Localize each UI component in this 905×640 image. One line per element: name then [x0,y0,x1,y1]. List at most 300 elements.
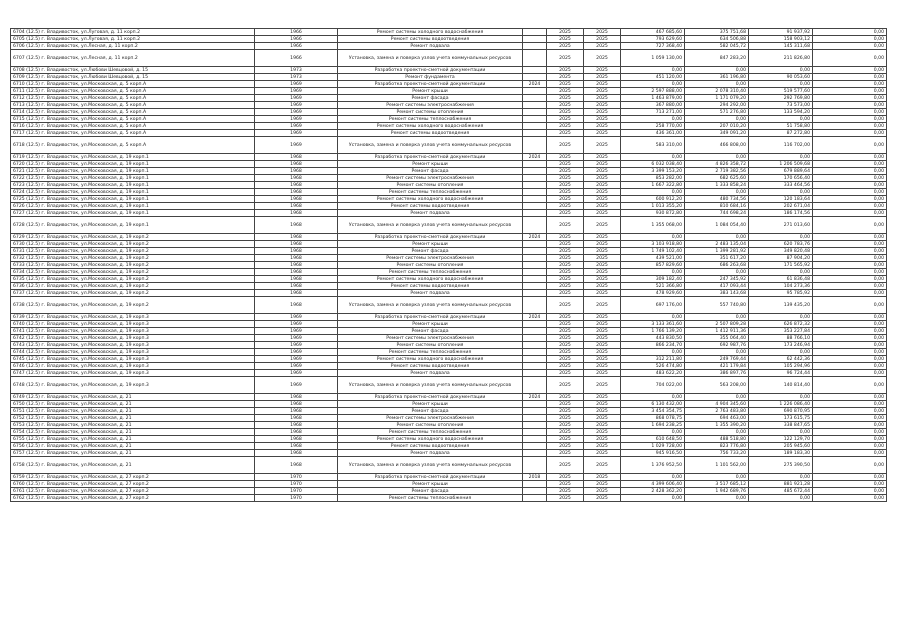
other-cell: 0,00 [813,137,887,154]
table-row [11,269,887,276]
year-built-cell: 1968 [255,450,338,457]
total-cost-cell: 868 078,75 [621,415,685,422]
year-built-cell: 1968 [255,241,338,248]
address-cell: 6755 (12.5) г. Владивосток, ул.Московская, д. 21 [11,436,255,443]
year-built-cell: 1966 [255,29,338,36]
other-cell: 0,00 [813,297,887,314]
fund-share-cell: 0,00 [685,234,749,241]
total-cost-cell: 0,00 [621,154,685,161]
total-cost-cell: 0,00 [621,314,685,321]
psd-year-cell [523,130,547,137]
year-built-cell: 1970 [255,481,338,488]
total-cost-cell: 704 022,00 [621,377,685,394]
psd-year-cell [523,248,547,255]
plan-start-cell: 2025 [547,161,584,168]
other-cell: 0,00 [813,328,887,335]
other-cell: 0,00 [813,429,887,436]
table-row [11,196,887,203]
plan-end-cell: 2025 [584,481,621,488]
address-cell: 6756 (12.5) г. Владивосток, ул.Московская, д. 21 [11,443,255,450]
psd-year-cell [523,443,547,450]
plan-start-cell: 2025 [547,495,584,502]
plan-end-cell: 2025 [584,168,621,175]
psd-year-cell [523,401,547,408]
plan-start-cell: 2025 [547,349,584,356]
address-cell: 6736 (12.5) г. Владивосток, ул.Московская, д. 19 корп.2 [11,283,255,290]
work-type-cell: Ремонт фасада [338,95,523,102]
owners-share-cell: 87 904,20 [749,255,813,262]
address-cell: 6715 (12.5) г. Владивосток, ул.Московская, д. 5 корп.А [11,116,255,123]
address-cell: 6723 (12.5) г. Владивосток, ул.Московская, д. 19 корп.1 [11,182,255,189]
year-built-cell: 1968 [255,161,338,168]
total-cost-cell: 0,00 [621,349,685,356]
work-type-cell: Ремонт крыши [338,481,523,488]
total-cost-cell: 0,00 [621,234,685,241]
year-built-cell: 1968 [255,182,338,189]
total-cost-cell: 521 366,80 [621,283,685,290]
psd-year-cell [523,255,547,262]
work-type-cell: Ремонт подвала [338,370,523,377]
work-type-cell: Ремонт крыши [338,401,523,408]
plan-start-cell: 2025 [547,436,584,443]
year-built-cell: 1968 [255,217,338,234]
owners-share-cell: 626 872,32 [749,321,813,328]
table-body [11,29,887,502]
plan-start-cell: 2025 [547,123,584,130]
owners-share-cell: 333 464,56 [749,182,813,189]
work-type-cell: Ремонт фасада [338,488,523,495]
owners-share-cell: 881 921,28 [749,481,813,488]
total-cost-cell: 483 622,20 [621,370,685,377]
owners-share-cell: 120 183,64 [749,196,813,203]
plan-end-cell: 2025 [584,123,621,130]
psd-year-cell [523,269,547,276]
total-cost-cell: 1 059 130,00 [621,50,685,67]
total-cost-cell: 3 103 918,80 [621,241,685,248]
work-type-cell: Ремонт системы электроснабжения [338,175,523,182]
work-type-cell: Ремонт системы теплоснабжения [338,269,523,276]
table-row [11,36,887,43]
table-row [11,95,887,102]
address-cell: 6762 (12.5) г. Владивосток, ул.Московская, д. 27 корп.2 [11,495,255,502]
fund-share-cell: 2 078 310,40 [685,88,749,95]
psd-year-cell [523,175,547,182]
year-built-cell: 1969 [255,377,338,394]
total-cost-cell: 3 454 354,75 [621,408,685,415]
total-cost-cell: 436 361,00 [621,130,685,137]
plan-start-cell: 2025 [547,182,584,189]
total-cost-cell: 1 766 139,20 [621,328,685,335]
plan-start-cell: 2025 [547,488,584,495]
fund-share-cell: 375 751,68 [685,29,749,36]
address-cell: 6711 (12.5) г. Владивосток, ул.Московская, д. 5 корп.А [11,88,255,95]
work-type-cell: Ремонт подвала [338,43,523,50]
year-built-cell: 1968 [255,154,338,161]
year-built-cell: 1969 [255,363,338,370]
table-row [11,283,887,290]
plan-end-cell: 2025 [584,321,621,328]
year-built-cell: 1969 [255,321,338,328]
address-cell: 6732 (12.5) г. Владивосток, ул.Московская, д. 19 корп.2 [11,255,255,262]
work-type-cell: Ремонт крыши [338,321,523,328]
year-built-cell: 1968 [255,290,338,297]
work-type-cell: Ремонт системы водоотведения [338,363,523,370]
psd-year-cell: 2024 [523,234,547,241]
fund-share-cell: 480 734,56 [685,196,749,203]
plan-start-cell: 2025 [547,422,584,429]
fund-share-cell: 2 483 135,04 [685,241,749,248]
other-cell: 0,00 [813,161,887,168]
table-row [11,137,887,154]
work-type-cell: Ремонт фундамента [338,74,523,81]
other-cell: 0,00 [813,29,887,36]
psd-year-cell [523,109,547,116]
plan-start-cell: 2025 [547,168,584,175]
fund-share-cell: 355 064,40 [685,335,749,342]
table-row [11,443,887,450]
fund-share-cell: 4 826 358,72 [685,161,749,168]
psd-year-cell [523,29,547,36]
fund-share-cell: 421 179,84 [685,363,749,370]
address-cell: 6738 (12.5) г. Владивосток, ул.Московская, д. 19 корп.2 [11,297,255,314]
plan-start-cell: 2025 [547,394,584,401]
other-cell: 0,00 [813,377,887,394]
fund-share-cell: 1 412 911,36 [685,328,749,335]
other-cell: 0,00 [813,210,887,217]
address-cell: 6707 (12.5) г. Владивосток, ул.Лесная, д. 11 корп.2 [11,50,255,67]
table-row [11,495,887,502]
other-cell: 0,00 [813,314,887,321]
year-built-cell: 1968 [255,276,338,283]
other-cell: 0,00 [813,241,887,248]
work-type-cell: Установка, замена и поверка узлов учета коммунальных ресурсов [338,297,523,314]
plan-start-cell: 2025 [547,429,584,436]
owners-share-cell: 104 273,36 [749,283,813,290]
fund-share-cell: 634 506,88 [685,36,749,43]
work-type-cell: Ремонт крыши [338,161,523,168]
year-built-cell: 1968 [255,422,338,429]
plan-end-cell: 2025 [584,74,621,81]
owners-share-cell: 1 206 509,68 [749,161,813,168]
plan-end-cell: 2025 [584,217,621,234]
plan-end-cell: 2025 [584,88,621,95]
plan-start-cell: 2025 [547,314,584,321]
other-cell: 0,00 [813,88,887,95]
work-type-cell: Разработка проектно-сметной документации [338,474,523,481]
work-type-cell: Разработка проектно-сметной документации [338,394,523,401]
plan-start-cell: 2025 [547,109,584,116]
plan-start-cell: 2025 [547,443,584,450]
owners-share-cell: 0,00 [749,474,813,481]
psd-year-cell [523,356,547,363]
owners-share-cell: 0,00 [749,349,813,356]
fund-share-cell: 744 698,24 [685,210,749,217]
other-cell: 0,00 [813,363,887,370]
plan-start-cell: 2025 [547,269,584,276]
table-row [11,408,887,415]
fund-share-cell: 2 507 809,28 [685,321,749,328]
year-built-cell: 1973 [255,74,338,81]
address-cell: 6758 (12.5) г. Владивосток, ул.Московская, д. 21 [11,457,255,474]
table-row [11,377,887,394]
address-cell: 6745 (12.5) г. Владивосток, ул.Московская, д. 19 корп.3 [11,356,255,363]
owners-share-cell: 0,00 [749,495,813,502]
plan-end-cell: 2025 [584,457,621,474]
plan-start-cell: 2025 [547,370,584,377]
total-cost-cell: 857 829,60 [621,262,685,269]
fund-share-cell: 0,00 [685,429,749,436]
owners-share-cell: 95 785,92 [749,290,813,297]
total-cost-cell: 3 133 361,60 [621,321,685,328]
fund-share-cell: 692 987,76 [685,342,749,349]
other-cell: 0,00 [813,342,887,349]
table-row [11,189,887,196]
table-row [11,109,887,116]
psd-year-cell [523,422,547,429]
address-cell: 6750 (12.5) г. Владивосток, ул.Московская, д. 21 [11,401,255,408]
owners-share-cell: 519 577,60 [749,88,813,95]
fund-share-cell: 361 196,80 [685,74,749,81]
year-built-cell: 1970 [255,488,338,495]
plan-start-cell: 2025 [547,342,584,349]
total-cost-cell: 526 474,80 [621,363,685,370]
plan-end-cell: 2025 [584,196,621,203]
total-cost-cell: 2 597 888,00 [621,88,685,95]
plan-end-cell: 2025 [584,401,621,408]
other-cell: 0,00 [813,36,887,43]
table-row [11,130,887,137]
work-type-cell: Ремонт системы электроснабжения [338,415,523,422]
fund-share-cell: 466 808,00 [685,137,749,154]
psd-year-cell [523,95,547,102]
work-type-cell: Установка, замена и поверка узлов учета коммунальных ресурсов [338,377,523,394]
year-built-cell: 1968 [255,436,338,443]
plan-end-cell: 2025 [584,495,621,502]
owners-share-cell: 1 226 086,40 [749,401,813,408]
plan-end-cell: 2025 [584,276,621,283]
plan-start-cell: 2025 [547,210,584,217]
address-cell: 6740 (12.5) г. Владивосток, ул.Московская, д. 19 корп.3 [11,321,255,328]
plan-start-cell: 2025 [547,255,584,262]
plan-end-cell: 2025 [584,436,621,443]
psd-year-cell [523,408,547,415]
address-cell: 6718 (12.5) г. Владивосток, ул.Московская, д. 5 корп.А [11,137,255,154]
other-cell: 0,00 [813,81,887,88]
total-cost-cell: 600 912,20 [621,196,685,203]
plan-start-cell: 2025 [547,67,584,74]
psd-year-cell [523,328,547,335]
address-cell: 6752 (12.5) г. Владивосток, ул.Московская, д. 21 [11,415,255,422]
psd-year-cell [523,168,547,175]
work-type-cell: Ремонт системы водоотведения [338,283,523,290]
table-row [11,335,887,342]
plan-start-cell: 2025 [547,450,584,457]
psd-year-cell [523,377,547,394]
plan-start-cell: 2025 [547,415,584,422]
psd-year-cell: 2018 [523,474,547,481]
plan-end-cell: 2025 [584,342,621,349]
plan-start-cell: 2025 [547,401,584,408]
total-cost-cell: 467 685,60 [621,29,685,36]
total-cost-cell: 367 880,00 [621,102,685,109]
table-row [11,248,887,255]
fund-share-cell: 756 733,20 [685,450,749,457]
plan-start-cell: 2025 [547,276,584,283]
plan-start-cell: 2025 [547,36,584,43]
year-built-cell: 1969 [255,314,338,321]
total-cost-cell: 0,00 [621,394,685,401]
other-cell: 0,00 [813,422,887,429]
plan-start-cell: 2025 [547,81,584,88]
address-cell: 6713 (12.5) г. Владивосток, ул.Московская, д. 5 корп.А [11,102,255,109]
year-built-cell: 1968 [255,248,338,255]
plan-start-cell: 2025 [547,457,584,474]
other-cell: 0,00 [813,196,887,203]
work-type-cell: Ремонт системы теплоснабжения [338,189,523,196]
address-cell: 6722 (12.5) г. Владивосток, ул.Московская, д. 19 корп.1 [11,175,255,182]
plan-start-cell: 2025 [547,241,584,248]
psd-year-cell [523,436,547,443]
table-row [11,290,887,297]
fund-share-cell: 294 292,00 [685,102,749,109]
owners-share-cell: 485 672,44 [749,488,813,495]
fund-share-cell: 0,00 [685,394,749,401]
table-row [11,154,887,161]
owners-share-cell: 96 724,44 [749,370,813,377]
work-type-cell: Ремонт фасада [338,248,523,255]
total-cost-cell: 945 916,50 [621,450,685,457]
plan-end-cell: 2025 [584,130,621,137]
total-cost-cell: 0,00 [621,81,685,88]
owners-share-cell: 202 671,04 [749,203,813,210]
address-cell: 6742 (12.5) г. Владивосток, ул.Московская, д. 19 корп.3 [11,335,255,342]
plan-end-cell: 2025 [584,335,621,342]
other-cell: 0,00 [813,248,887,255]
year-built-cell: 1969 [255,130,338,137]
table-row [11,328,887,335]
work-type-cell: Ремонт системы электроснабжения [338,335,523,342]
fund-share-cell: 0,00 [685,81,749,88]
owners-share-cell: 173 615,75 [749,415,813,422]
register-table-sheet [10,28,886,502]
psd-year-cell [523,210,547,217]
owners-share-cell: 205 945,60 [749,443,813,450]
plan-end-cell: 2025 [584,408,621,415]
psd-year-cell [523,43,547,50]
fund-share-cell: 2 763 483,80 [685,408,749,415]
plan-start-cell: 2025 [547,321,584,328]
total-cost-cell: 713 271,00 [621,109,685,116]
plan-end-cell: 2025 [584,290,621,297]
year-built-cell: 1968 [255,234,338,241]
total-cost-cell: 443 830,50 [621,335,685,342]
owners-share-cell: 353 227,84 [749,328,813,335]
other-cell: 0,00 [813,415,887,422]
address-cell: 6757 (12.5) г. Владивосток, ул.Московская, д. 21 [11,450,255,457]
psd-year-cell [523,370,547,377]
fund-share-cell: 249 769,44 [685,356,749,363]
fund-share-cell: 0,00 [685,269,749,276]
owners-share-cell: 292 769,80 [749,95,813,102]
total-cost-cell: 610 648,50 [621,436,685,443]
total-cost-cell: 1 029 728,00 [621,443,685,450]
plan-end-cell: 2025 [584,81,621,88]
fund-share-cell: 488 518,80 [685,436,749,443]
other-cell: 0,00 [813,408,887,415]
plan-end-cell: 2025 [584,429,621,436]
fund-share-cell: 694 463,00 [685,415,749,422]
fund-share-cell: 1 942 689,76 [685,488,749,495]
table-row [11,217,887,234]
plan-start-cell: 2025 [547,189,584,196]
year-built-cell: 1968 [255,168,338,175]
address-cell: 6724 (12.5) г. Владивосток, ул.Московская, д. 19 корп.1 [11,189,255,196]
other-cell: 0,00 [813,394,887,401]
psd-year-cell [523,137,547,154]
plan-start-cell: 2025 [547,130,584,137]
table-row [11,356,887,363]
psd-year-cell: 2024 [523,314,547,321]
table-row [11,43,887,50]
plan-start-cell: 2025 [547,137,584,154]
work-type-cell: Ремонт подвала [338,290,523,297]
plan-start-cell: 2025 [547,203,584,210]
total-cost-cell: 312 211,80 [621,356,685,363]
work-type-cell: Ремонт системы водоотведения [338,130,523,137]
owners-share-cell: 186 174,56 [749,210,813,217]
fund-share-cell: 1 333 858,24 [685,182,749,189]
work-type-cell: Ремонт системы водоотведения [338,443,523,450]
fund-share-cell: 1 355 390,20 [685,422,749,429]
work-type-cell: Установка, замена и поверка узлов учета коммунальных ресурсов [338,457,523,474]
psd-year-cell [523,450,547,457]
work-type-cell: Ремонт системы отопления [338,262,523,269]
other-cell: 0,00 [813,481,887,488]
plan-end-cell: 2025 [584,116,621,123]
owners-share-cell: 133 594,20 [749,109,813,116]
work-type-cell: Ремонт системы холодного водоснабжения [338,276,523,283]
total-cost-cell: 3 399 153,20 [621,168,685,175]
fund-share-cell: 247 345,92 [685,276,749,283]
year-built-cell: 1968 [255,408,338,415]
total-cost-cell: 0,00 [621,189,685,196]
year-built-cell: 1966 [255,43,338,50]
other-cell: 0,00 [813,116,887,123]
plan-end-cell: 2025 [584,50,621,67]
owners-share-cell: 158 903,12 [749,36,813,43]
psd-year-cell [523,102,547,109]
address-cell: 6706 (12.5) г. Владивосток, ул.Лесная, д. 11 корп.2 [11,43,255,50]
owners-share-cell: 0,00 [749,269,813,276]
total-cost-cell: 1 694 238,25 [621,422,685,429]
psd-year-cell [523,196,547,203]
address-cell: 6761 (12.5) г. Владивосток, ул.Московская, д. 27 корп.2 [11,488,255,495]
table-row [11,370,887,377]
total-cost-cell: 853 282,00 [621,175,685,182]
work-type-cell: Ремонт системы водоотведения [338,203,523,210]
table-row [11,67,887,74]
year-built-cell: 1968 [255,457,338,474]
other-cell: 0,00 [813,203,887,210]
owners-share-cell: 0,00 [749,154,813,161]
work-type-cell: Ремонт фасада [338,168,523,175]
fund-share-cell: 207 010,20 [685,123,749,130]
address-cell: 6759 (12.5) г. Владивосток, ул.Московская, д. 27 корп.2 [11,474,255,481]
work-type-cell: Разработка проектно-сметной документации [338,154,523,161]
psd-year-cell [523,67,547,74]
other-cell: 0,00 [813,43,887,50]
plan-end-cell: 2025 [584,269,621,276]
